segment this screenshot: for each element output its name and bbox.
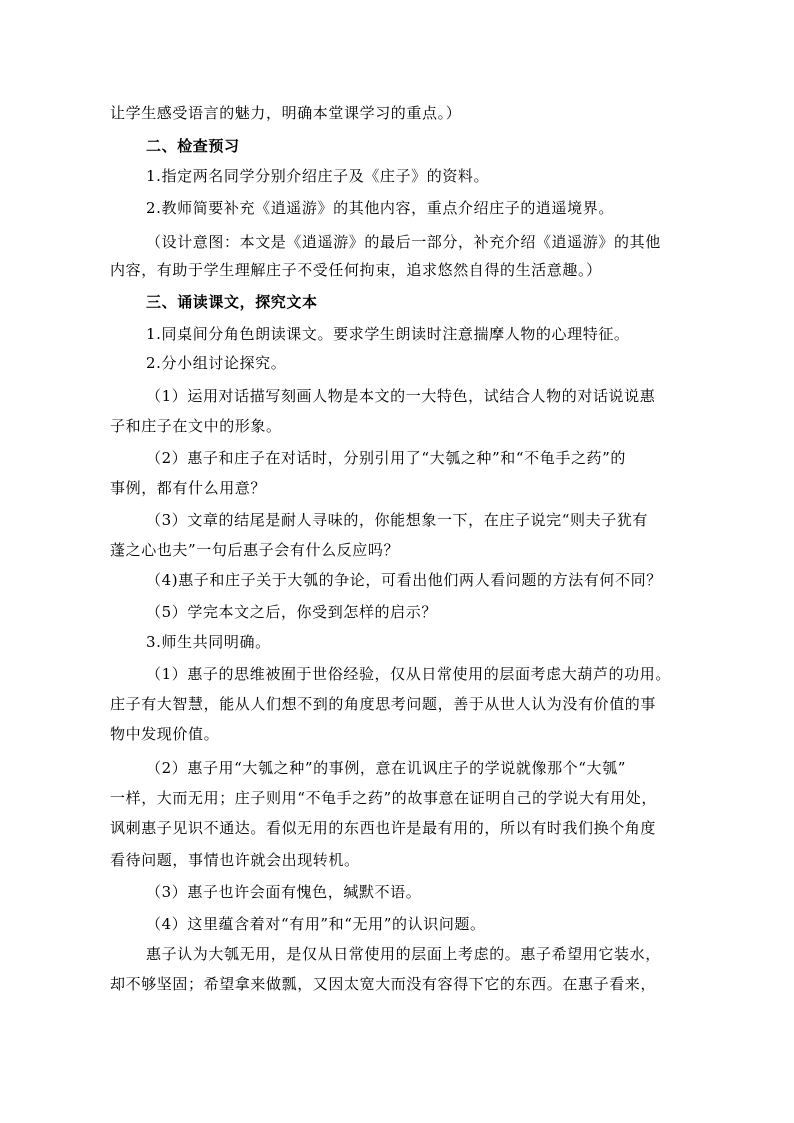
- question-line: （4)惠子和庄子关于大瓠的争论，可看出他们两人看问题的方法有何不同？: [146, 571, 662, 589]
- design-intent-line: 内容，有助于学生理解庄子不受任何拘束，追求悠然自得的生活意趣。）: [110, 261, 602, 279]
- design-intent-line: （设计意图：本文是《逍遥游》的最后一部分，补充介绍《逍遥游》的其他: [146, 233, 661, 251]
- list-item: 1.指定两名同学分别介绍庄子及《庄子》的资料。: [146, 167, 490, 185]
- answer-line: （4）这里蕴含着对“有用”和“无用”的认识问题。: [146, 915, 486, 933]
- question-line: （2）惠子和庄子在对话时，分别引用了“大瓠之种”和“不龟手之药”的: [146, 449, 627, 467]
- answer-line: 一样，大而无用；庄子则用“不龟手之药”的故事意在证明自己的学说大有用处，: [110, 789, 657, 807]
- answer-line: 庄子有大智慧，能从人们想不到的角度思考问题，善于从世人认为没有价值的事: [110, 695, 657, 713]
- body-line: 让学生感受语言的魅力，明确本堂课学习的重点。）: [110, 104, 462, 122]
- question-line: （3）文章的结尾是耐人寻味的，你能想象一下，在庄子说完“则夫子犹有: [146, 511, 649, 529]
- answer-line: 讽刺惠子见识不通达。看似无用的东西也许是最有用的，所以有时我们换个角度: [110, 819, 657, 837]
- list-item: 3.师生共同明确。: [146, 633, 271, 651]
- question-line: 蓬之心也夫”一句后惠子会有什么反应吗？: [110, 541, 400, 559]
- list-item: 2.分小组讨论探究。: [146, 354, 287, 372]
- section-heading: 三、诵读课文，探究文本: [146, 293, 318, 311]
- list-item: 1.同桌间分角色朗读课文。要求学生朗读时注意揣摩人物的心理特征。: [146, 325, 630, 343]
- question-line: （1）运用对话描写刻画人物是本文的一大特色，试结合人物的对话说说惠: [146, 387, 656, 405]
- list-item: 2.教师简要补充《逍遥游》的其他内容，重点介绍庄子的逍遥境界。: [146, 199, 614, 217]
- answer-line: 看待问题，事情也许就会出现转机。: [110, 851, 360, 869]
- answer-line: （3）惠子也许会面有愧色，缄默不语。: [146, 883, 422, 901]
- answer-line: 物中发现价值。: [110, 725, 220, 743]
- answer-line: （1）惠子的思维被囿于世俗经验，仅从日常使用的层面考虑大葫芦的功用。: [146, 665, 671, 683]
- section-heading: 二、检查预习: [146, 137, 240, 155]
- body-line: 惠子认为大瓠无用，是仅从日常使用的层面上考虑的。惠子希望用它装水，: [146, 945, 661, 963]
- answer-line: （2）惠子用“大瓠之种”的事例，意在讥讽庄子的学说就像那个“大瓠”: [146, 759, 627, 777]
- question-line: 子和庄子在文中的形象。: [110, 417, 282, 435]
- question-line: 事例，都有什么用意？: [110, 479, 267, 497]
- question-line: （5）学完本文之后，你受到怎样的启示？: [146, 603, 437, 621]
- body-line: 却不够坚固；希望拿来做瓢，又因太宽大而没有容得下它的东西。在惠子看来，: [110, 975, 657, 993]
